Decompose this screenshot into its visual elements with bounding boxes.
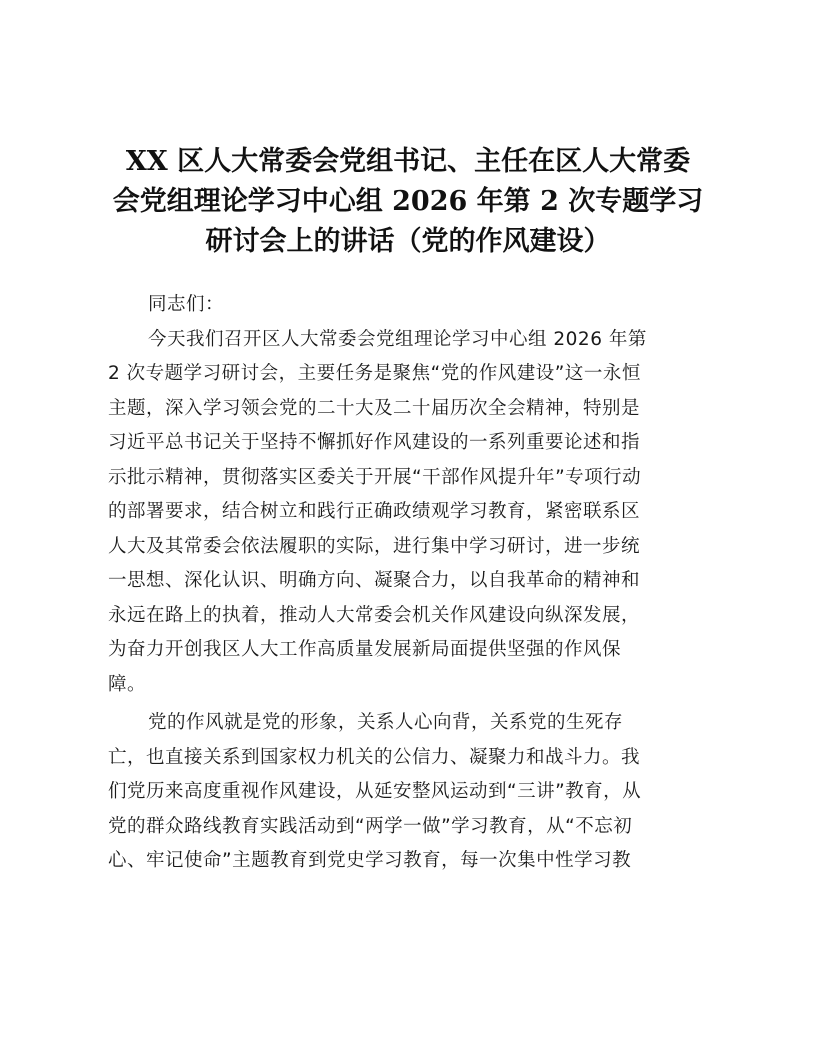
document-title xyxy=(80,142,736,262)
paragraph-1-line: 障。 xyxy=(108,673,147,695)
title-line-3: 研讨会上的讲话（党的作风建设） xyxy=(205,226,611,257)
paragraph-1-line: 示批示精神，贯彻落实区委关于开展“干部作风提升年”专项行动 xyxy=(108,466,642,488)
paragraph-2-line: 亡，也直接关系到国家权力机关的公信力、凝聚力和战斗力。我 xyxy=(108,746,641,768)
title-line-2: 会党组理论学习中心组 2026 年第 2 次专题学习 xyxy=(112,186,704,217)
paragraph-1-line: 2 次专题学习研讨会，主要任务是聚焦“党的作风建设”这一永恒 xyxy=(108,363,641,384)
paragraph-2-line: 们党历来高度重视作风建设，从延安整风运动到“三讲”教育，从 xyxy=(108,781,642,802)
paragraph-1-line: 一思想、深化认识、明确方向、凝聚合力，以自我革命的精神和 xyxy=(108,570,641,591)
paragraph-2-line: 党的群众路线教育实践活动到“两学一做”学习教育，从“不忘初 xyxy=(108,815,633,837)
paragraph-2-line: 心、牢记使命”主题教育到党史学习教育，每一次集中性学习教 xyxy=(108,850,632,871)
paragraph-1-line: 人大及其常委会依法履职的实际，进行集中学习研讨，进一步统 xyxy=(108,535,641,557)
document-body xyxy=(108,288,708,879)
paragraph-2 xyxy=(108,706,708,879)
paragraph-1-line: 永远在路上的执着，推动人大常委会机关作风建设向纵深发展， xyxy=(108,604,641,626)
paragraph-1-line: 为奋力开创我区人大工作高质量发展新局面提供坚强的作风保 xyxy=(108,639,622,660)
paragraph-1 xyxy=(108,323,708,703)
paragraph-1-line: 主题，深入学习领会党的二十大及二十届历次全会精神，特别是 xyxy=(108,397,641,419)
paragraph-1-line: 今天我们召开区人大常委会党组理论学习中心组 2026 年第 xyxy=(148,328,647,350)
salutation: 同志们： xyxy=(148,294,225,315)
paragraph-1-line: 的部署要求，结合树立和践行正确政绩观学习教育，紧密联系区 xyxy=(108,501,641,522)
paragraph-1-line: 习近平总书记关于坚持不懈抓好作风建设的一系列重要论述和指 xyxy=(108,432,641,453)
title-line-1: XX 区人大常委会党组书记、主任在区人大常委 xyxy=(125,146,691,177)
paragraph-2-line: 党的作风就是党的形象，关系人心向背，关系党的生死存 xyxy=(148,712,624,733)
